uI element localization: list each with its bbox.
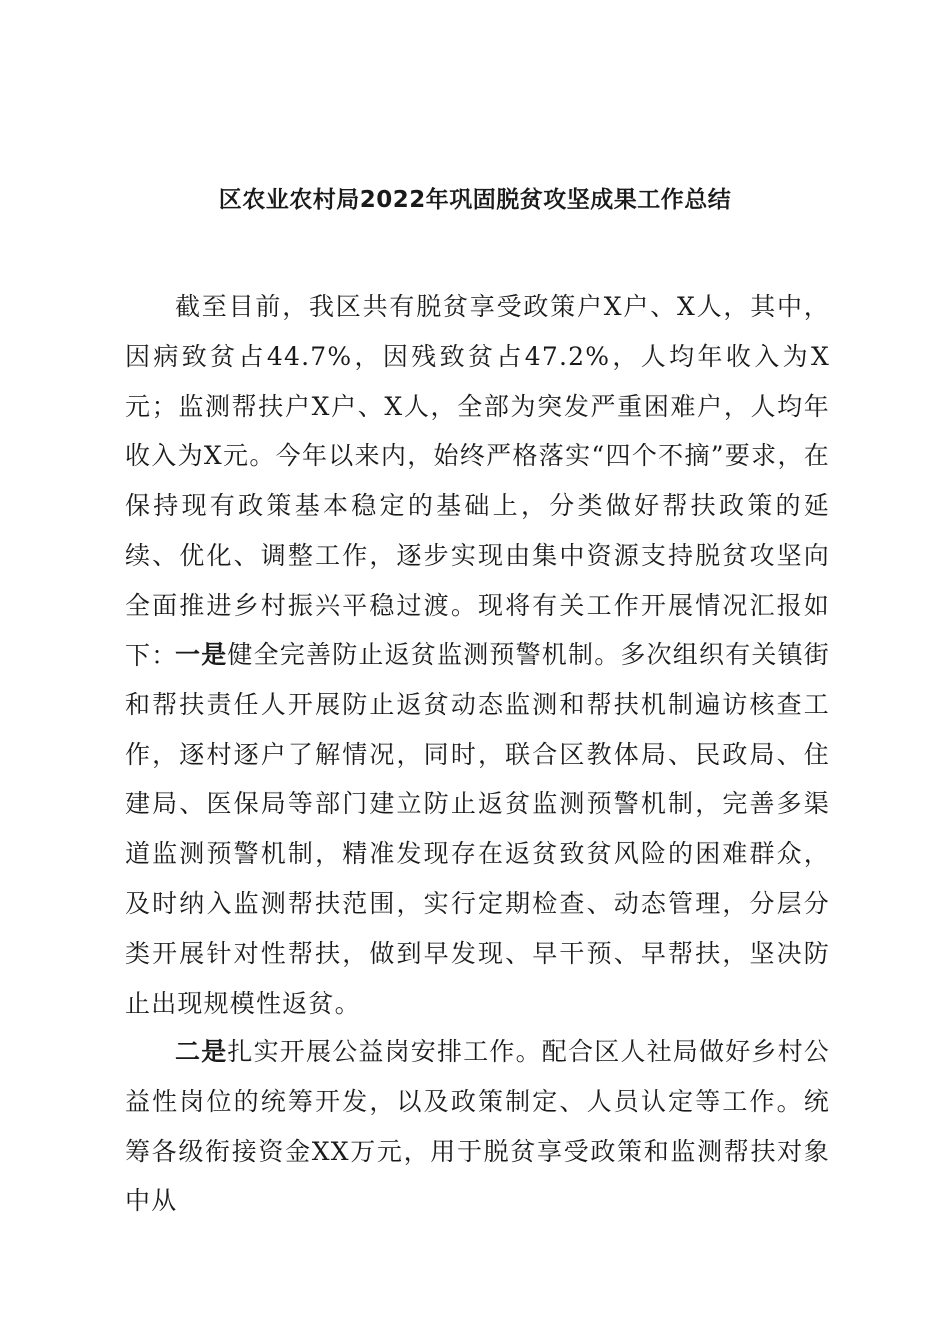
section-1-text: 健全完善防止返贫监测预警机制。多次组织有关镇街和帮扶责任人开展防止返贫动态监测和帮扶机制遍访核查工作，逐村逐户了解情况，同时，联合区教体局、民政局、住建局、医保局等部门建立防止返贫监测预警机制，完善多渠道监测预警机制，精准发现存在返贫致贫风险的困难群众，及时纳入监测帮扶范围，实行定期检查、动态管理，分层分类开展针对性帮扶，做到早发现、早干预、早帮扶，坚决防止出现规模性返贫。 <box>125 640 831 1018</box>
section-paragraph-2 <box>125 1027 830 1226</box>
section-paragraph-1 <box>125 630 830 1028</box>
document-title: 区农业农村局2022年巩固脱贫攻坚成果工作总结 <box>218 187 732 213</box>
section-1-lead: 一是 <box>175 640 228 669</box>
intro-paragraph: 截至目前，我区共有脱贫享受政策户X户、X人，其中，因病致贫占44.7%，因残致贫占47.2%，人均年收入为X元；监测帮扶户X户、X人，全部为突发严重困难户，人均年收入为X元。今年以来内，始终严格落实“四个不摘”要求，在保持现有政策基本稳定的基础上，分类做好帮扶政策的延续、优化、调整工作，逐步实现由集中资源支持脱贫攻坚向全面推进乡村振兴平稳过渡。现将有关工作开展情况汇报如下： <box>125 292 830 670</box>
section-2-lead: 二是 <box>175 1037 228 1066</box>
section-2-text: 扎实开展公益岗安排工作。配合区人社局做好乡村公益性岗位的统筹开发，以及政策制定、人员认定等工作。统筹各级衔接资金XX万元，用于脱贫享受政策和监测帮扶对象中从 <box>125 1037 831 1216</box>
